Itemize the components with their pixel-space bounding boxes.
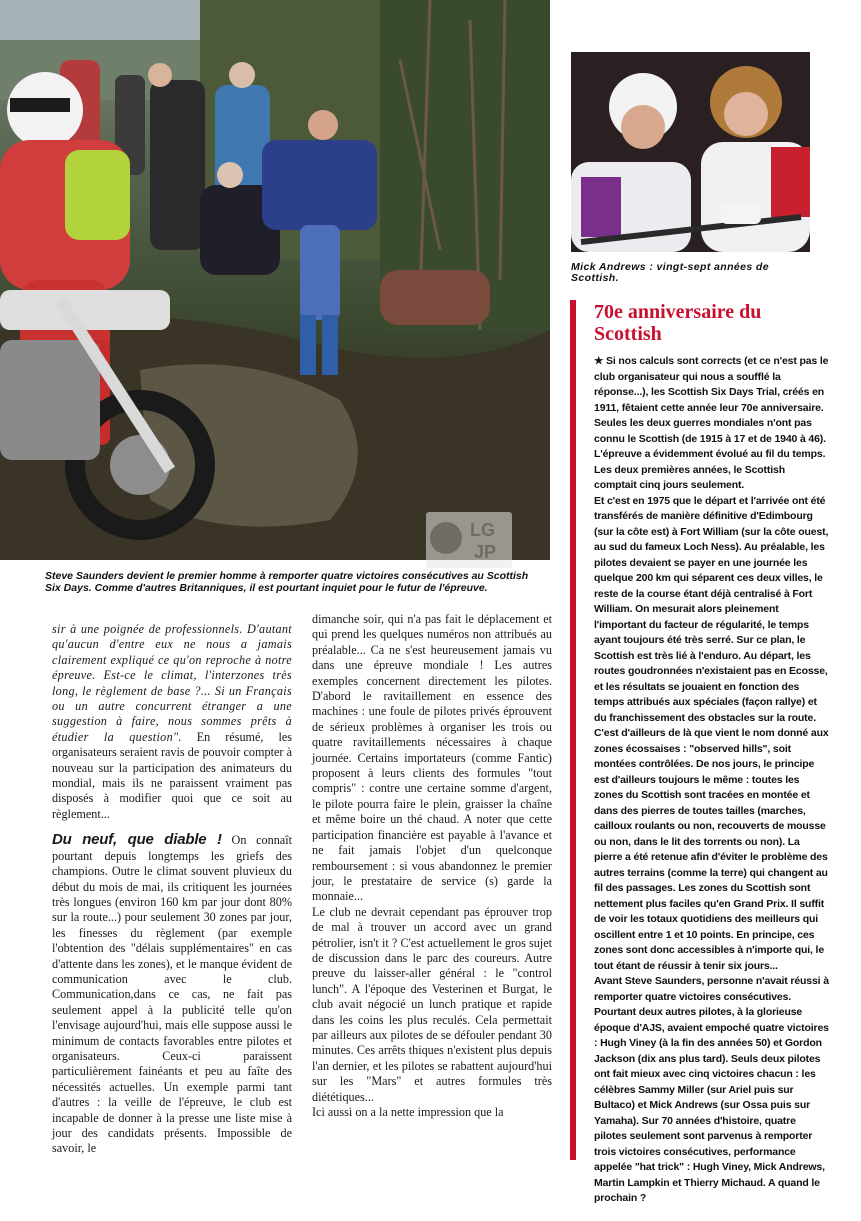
watermark-logo xyxy=(426,512,512,568)
side-photo xyxy=(571,52,810,252)
sidebar-title: 70e anniversaire du Scottish xyxy=(594,301,762,345)
trial-rider-photo xyxy=(0,0,550,560)
svg-text:JP: JP xyxy=(474,542,497,562)
section-subhead: Du neuf, que diable ! xyxy=(52,831,222,849)
sidebar-accent-rule xyxy=(570,300,576,1160)
article-column-1 xyxy=(52,622,292,1157)
quote-text: sir à une poignée de professionnels. D'autant qu'aucun d'entre eux ne nous a jamais clairement expliqué ce qu'on reproche à notre épreuve. Est-ce le climat, l'interzones très long, le règlement de base ?... Si un Français ou un autre concurrent étranger a une suggestion à faire, nous sommes prêts à étudier la question". xyxy=(52,622,292,744)
main-photo xyxy=(0,0,550,560)
side-photo-caption: Mick Andrews : vingt-sept années de Scottish. xyxy=(571,261,769,284)
column-2-paragraph: Ici aussi on a la nette impression que la xyxy=(312,1105,504,1119)
main-photo-caption: Steve Saunders devient le premier homme à remporter quatre victoires consécutives au Scottish Six Days. Comme d'autres Britanniques, il est pourtant inquiet pour le futur de l'épreuve. xyxy=(45,570,529,594)
body-text: En résumé, les organisateurs seraient ravis de pouvoir compter à nouveau sur la participation des animateurs du mondial, mais ils ne paraissent vraiment pas disposés à modifier quoi que ce soit au règlement... xyxy=(52,729,292,821)
column-1-paragraph xyxy=(52,832,292,1157)
article-column-2 xyxy=(312,612,552,1120)
column-2-paragraph: Le club ne devrait cependant pas éprouver trop de mal à trouver un accord avec un grand pétrolier, isn't it ? C'est actuellement le gros sujet de discussion dans le parc des coureurs. Autre preuve du laisser-aller général : le "control lunch". A l'époque des Vesterinen et Burgat, le club avait négocié un lunch pratique et rapide dans les coins les plus reculés. Cela permettait par ailleurs aux pilotes de se défouler pendant 30 minutes. Ces arrêts thiques n'existent plus depuis l'an dernier, et les pilotes se rabattent aujourd'hui sur les "Mars" et autres formules très diététiques... xyxy=(312,904,552,1104)
body-text: On connaît pourtant depuis longtemps les griefs des champions. Outre le climat souvent pluvieux du début du mois de mai, ils critiquent les journées très longues (environ 160 km par jour dont 80% sur la route...) pour seulement 30 zones par jour, les finesses du règlement (par exemple l'obtention des "délais supplémentaires" en cas d'attente dans les zones), et le manque évident de communication avec le club. Communication,dans ce cas, ne fait pas seulement appel à la publicité telle qu'on l'envisage aujourd'hui, mais elle suppose aussi le minimum de contacts favorables entre pilotes et organisateurs. Ceux-ci paraissent particulièrement fainéants et peu au faîte des nécessités actuelles. Un exemple parmi tant d'autres : la veille de l'épreuve, le club est incapable de donner à la presse une liste mise à jour des candidats présents. Impossible de savoir, le xyxy=(52,833,292,1156)
sidebar-paragraph: Et c'est en 1975 que le départ et l'arrivée ont été transférés de manière définitive d'Edimbourg (sur la côte est) à Fort William (sur la côte ouest, au sud du fameux Loch Ness). Au préalable, les pilotes devaient se payer en une journée les quelque 200 km qui séparent ces deux villes, le reste de la course étant déjà centralisé à Fort William. On mesurait alors pleinement l'important du facteur de régularité, le temps ayant toujours été très serré. Sur ce plan, le Scottish est très lié à l'enduro. Au départ, les routes goudronnées n'existaient pas en Ecosse, et les résultats se jouaient en fonction des temps attribués aux spéciales (façon rallye) et du franchissement des obstacles sur la route. xyxy=(594,494,829,724)
svg-text:LG: LG xyxy=(470,520,495,540)
sidebar-paragraph: ★ Si nos calculs sont corrects (et ce n'est pas le club organisateur qui nous a soufflé la réponse...), les Scottish Six Days Trial, créés en 1911, fêtaient cette année leur 70e anniversaire. Seules les deux guerres mondiales n'ont pas connu le Scottish (de 1915 à 17 et de 1940 à 46). L'épreuve a évidemment évolué au fil du temps. Les deux premières années, le Scottish comptait cinq jours seulement. xyxy=(594,355,829,491)
sidebar-paragraph: C'est d'ailleurs de là que vient le nom donné aux zones écossaises : "observed hills", soit montées contrôlées. De nos jours, le principe est d'ailleurs toujours le même : toutes les zones du Scottish sont tracées en montée et dans des pierres de toutes tailles (marches, cailloux roulants ou non, recouverts de mousse ou non, dans le lit des torrents ou non). La pierre a été retenue afin d'éviter le problème des autres terrains (comme la terre) qui changent au fil des passages. Les zones du Scottish sont nettement plus faciles qu'en Grand Prix. Il suffit de voir les totaux quotidiens des meilleurs qui oscillent entre 1 et 10 points. En principe, ces zones sont donc accessibles à n'importe qui, le tout étant de réussir à tenir six jours... xyxy=(594,727,829,972)
sidebar-body xyxy=(594,354,830,1207)
mick-andrews-photo xyxy=(571,52,810,252)
sidebar-paragraph: Avant Steve Saunders, personne n'avait réussi à remporter quatre victoires consécutives. Pourtant deux autres pilotes, à la glorieuse époque d'AJS, avaient empoché quatre victoires : Hugh Viney (à la fin des années 50) et Gordon Jackson (dix ans plus tard). Seuls deux pilotes ont fait mieux avec cinq victoires chacun : les célèbres Sammy Miller (sur Ariel puis sur Bultaco) et Mick Andrews (sur Ossa puis sur Yamaha). Sur 70 années d'histoire, quatre pilotes seulement sont parvenus à remporter trois victoires consécutives, performance appelée "hat trick" : Hugh Viney, Mick Andrews, Martin Lampkin et Thierry Michaud. A quand le prochain ? xyxy=(594,975,829,1204)
column-2-paragraph: dimanche soir, qui n'a pas fait le déplacement et qui prend les quelques numéros non attribués au préalable... Ca ne s'est heureusement jamais vu dans une épreuve mondiale ! Les autres exemples concernent directement les pilotes. D'abord le ravitaillement en essence des machines : une foule de pilotes privés éprouvent de sérieux problèmes à organiser les trois ou quatre ravitaillements nécessaires à chaque journée. Certains importateurs (comme Fantic) proposent à leurs clients des formules "tout compris" : contre une certaine somme d'argent, le pilote pourra faire le plein, graisser la chaîne et même boire un thé chaud. A noter que cette participation financière est payable à l'avance et ne fait jamais l'objet d'un quelconque remboursement : si vous abandonnez le premier jour, le prestataire de service (s) garde la monnaie... xyxy=(312,612,552,904)
column-1-paragraph xyxy=(52,622,292,822)
